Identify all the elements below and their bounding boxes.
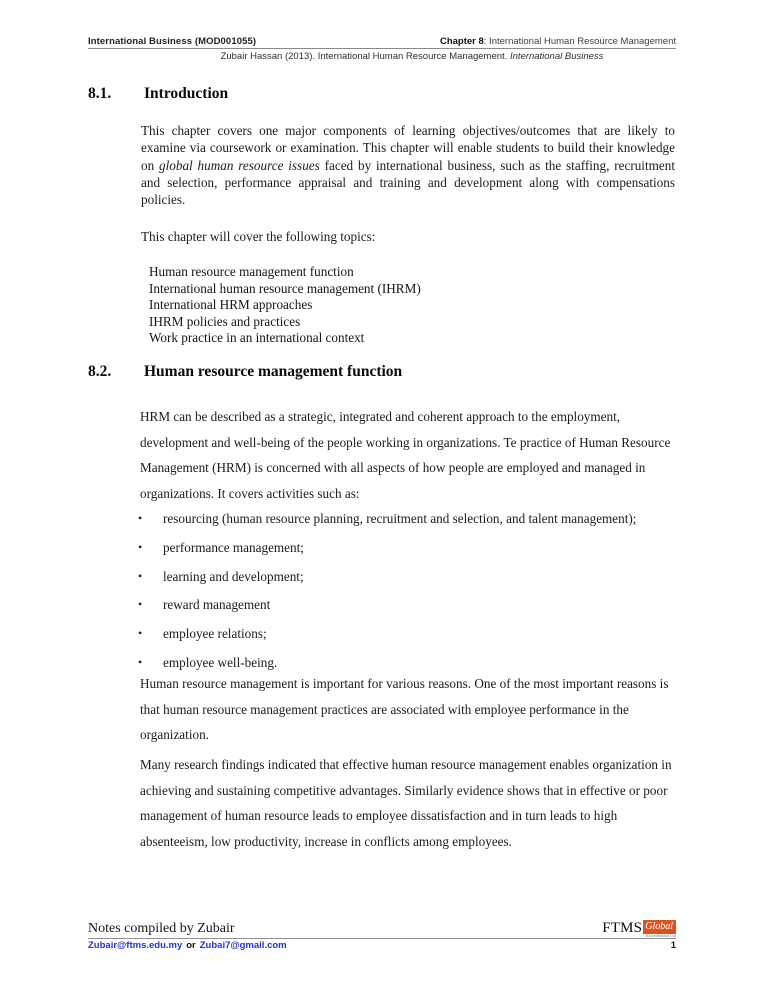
list-item: Human resource management function [149, 264, 354, 279]
header-citation [88, 51, 676, 62]
list-item [137, 623, 657, 645]
ftms-logo-tagline: ~ Accreditation Ltd [642, 934, 676, 938]
list-item-label: reward management [163, 597, 271, 613]
list-item-label: performance management; [163, 539, 304, 555]
header-title-row [88, 36, 676, 49]
paragraph-research-findings: Many research findings indicated that effective human resource management enables organization in achieving and sustaining competitive advantages. Similarly evidence shows that in effective or poor management of human resource leads to employee dissatisfaction and in turn leads to high absenteeism, low productivity, increase in conflicts among employees. [140, 757, 672, 849]
list-item: Work practice in an international context [149, 330, 365, 346]
header-chapter-label: Chapter 8 [439, 36, 484, 47]
list-item-label: employee well-being. [163, 654, 278, 670]
list-item-label: learning and development; [163, 568, 304, 584]
section-title-introduction: Introduction [144, 85, 229, 102]
page-footer [88, 918, 676, 951]
section-number-8-2: 8.2. [88, 363, 112, 380]
footer-contact [88, 940, 287, 951]
section-heading-hrm-function [88, 363, 402, 381]
paragraph-introduction [141, 122, 675, 208]
header-citation-source: International Business [509, 51, 604, 62]
section-number-8-1: 8.1. [88, 85, 112, 102]
email-secondary-link[interactable]: Zubai7@gmail.com [199, 939, 287, 951]
list-item [137, 508, 657, 530]
paragraph-hrm-description: HRM can be described as a strategic, integrated and coherent approach to the employment, development and well-being of the people working in organizations. Te practice of Human Resource Management (HRM) is concerned with all aspects of how people are employed and managed in organizations. It covers activities such as: [140, 409, 671, 501]
section-title-hrm-function: Human resource management function [144, 363, 403, 380]
intro-text-emphasis: global human resource issues [159, 157, 320, 173]
bullet-icon: • [138, 511, 143, 525]
bullet-icon: • [138, 539, 143, 554]
header-chapter-name: : International Human Resource Management [483, 36, 676, 47]
bullet-icon: • [138, 654, 143, 669]
ftms-logo-badge: Global [643, 920, 676, 934]
list-item: IHRM policies and practices [149, 313, 301, 329]
bullet-icon: • [138, 626, 143, 641]
page-header [88, 36, 676, 62]
list-item [137, 566, 657, 588]
footer-top-row [88, 918, 676, 939]
footer-notes-text: Notes compiled by Zubair [88, 920, 235, 936]
paragraph-topics-lead: This chapter will cover the following topics: [141, 229, 376, 244]
paragraph-hrm-importance: Human resource management is important for various reasons. One of the most important reasons is that human resource management practices are associated with employee performance in the organization. [140, 676, 669, 743]
list-item: International HRM approaches [149, 297, 313, 313]
footer-bottom-row [88, 940, 676, 951]
header-chapter-title [440, 36, 676, 47]
header-course-title: International Business (MOD001055) [88, 36, 257, 47]
email-primary-link[interactable]: Zubair@ftms.edu.my [88, 939, 183, 951]
section-heading-introduction [88, 85, 228, 103]
intro-text-part1: This chapter covers one major components of learning objectives/outcomes that are likely to examine via coursework or examination. This chapter will enable students to build their knowledge on [141, 123, 675, 173]
page-number: 1 [670, 939, 676, 951]
list-item [137, 594, 657, 616]
list-item-label: employee relations; [163, 626, 267, 642]
hrm-activities-list [137, 508, 657, 681]
list-item [137, 537, 657, 559]
ftms-logo-text: FTMS [602, 920, 643, 936]
list-item: International human resource management (IHRM) [149, 280, 421, 296]
bullet-icon: • [138, 568, 143, 583]
list-item-label: resourcing (human resource planning, recruitment and selection, and talent management); [163, 511, 637, 526]
header-citation-text: Zubair Hassan (2013). International Human Resource Management. [220, 51, 510, 62]
bullet-icon: • [138, 597, 143, 612]
ftms-logo [602, 918, 676, 937]
topics-list [149, 264, 649, 347]
email-separator: or [186, 939, 196, 951]
intro-text-part2: faced by international business, such as the staffing, recruitment and selection, performance appraisal and training and development along with compensations policies. [141, 157, 675, 208]
